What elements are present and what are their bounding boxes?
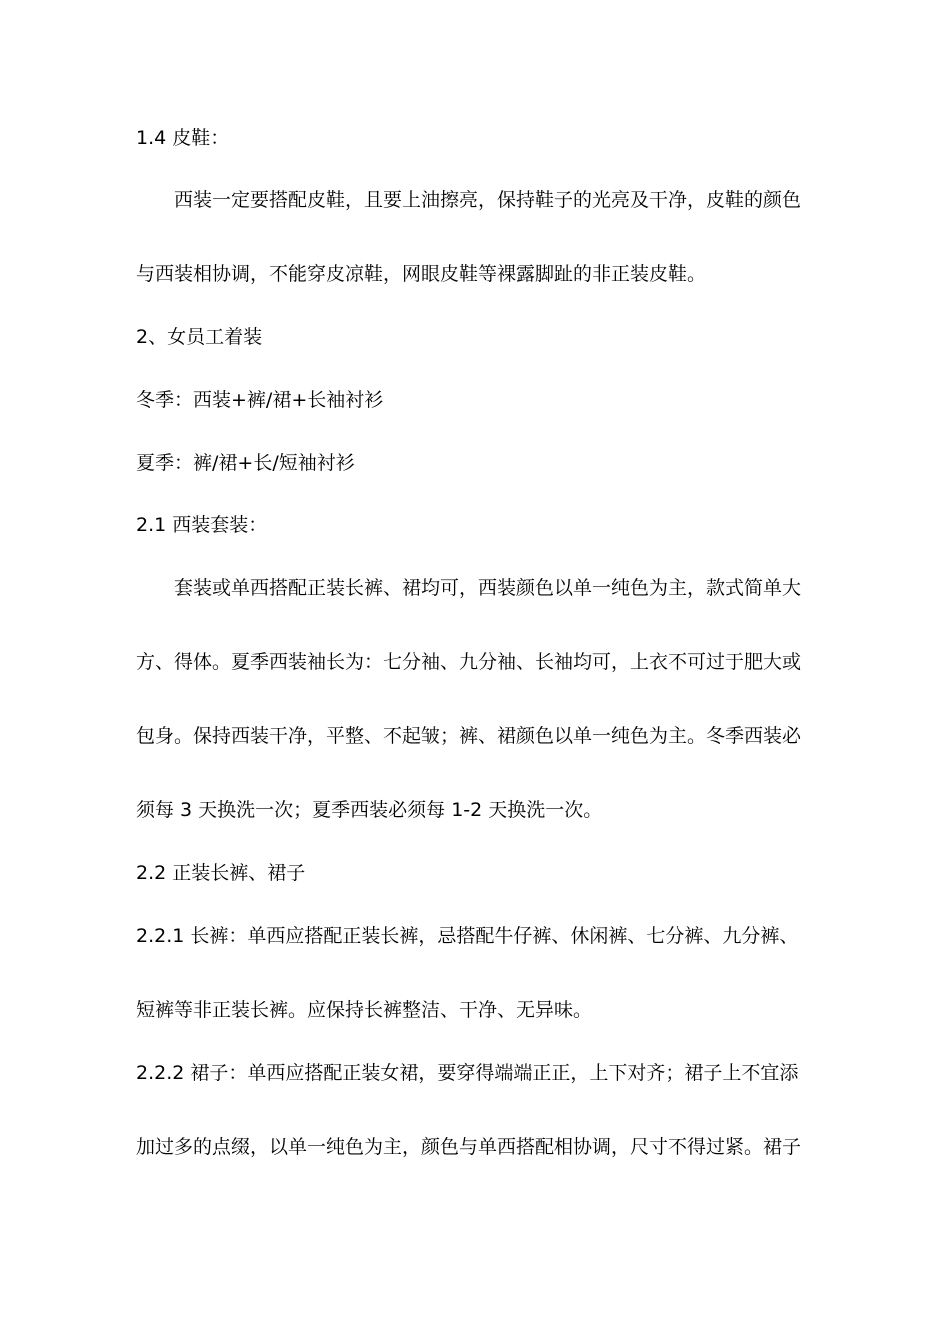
paragraph-line: 包身。保持西装干净，平整、不起皱；裤、裙颜色以单一纯色为主。冬季西装必	[136, 725, 802, 747]
paragraph-line: 套装或单西搭配正装长裤、裙均可，西装颜色以单一纯色为主，款式简单大	[174, 577, 802, 599]
paragraph-line: 须每 3 天换洗一次；夏季西装必须每 1-2 天换洗一次。	[136, 799, 603, 821]
paragraph-line: 方、得体。夏季西装袖长为：七分袖、九分袖、长袖均可，上衣不可过于肥大或	[136, 651, 802, 673]
paragraph-line: 西装一定要搭配皮鞋，且要上油擦亮，保持鞋子的光亮及干净，皮鞋的颜色	[174, 189, 802, 211]
heading-suit-set: 2.1 西装套装：	[136, 514, 268, 536]
paragraph-line: 加过多的点缀，以单一纯色为主，颜色与单西搭配相协调，尺寸不得过紧。裙子	[136, 1136, 802, 1158]
heading-female-attire: 2、女员工着装	[136, 326, 263, 348]
paragraph-line: 2.2.1 长裤：单西应搭配正装长裤，忌搭配牛仔裤、休闲裤、七分裤、九分裤、	[136, 925, 799, 947]
heading-leather-shoes: 1.4 皮鞋：	[136, 127, 230, 149]
paragraph-line: 2.2.2 裙子：单西应搭配正装女裙，要穿得端端正正，上下对齐；裙子上不宜添	[136, 1062, 799, 1084]
summer-attire-line: 夏季：裤/裙+长/短袖衬衫	[136, 452, 355, 474]
winter-attire-line: 冬季：西装+裤/裙+长袖衬衫	[136, 389, 384, 411]
paragraph-line: 短裤等非正装长裤。应保持长裤整洁、干净、无异味。	[136, 999, 593, 1021]
heading-trousers-skirts: 2.2 正装长裤、裙子	[136, 862, 306, 884]
paragraph-line: 与西装相协调，不能穿皮凉鞋，网眼皮鞋等裸露脚趾的非正装皮鞋。	[136, 263, 707, 285]
